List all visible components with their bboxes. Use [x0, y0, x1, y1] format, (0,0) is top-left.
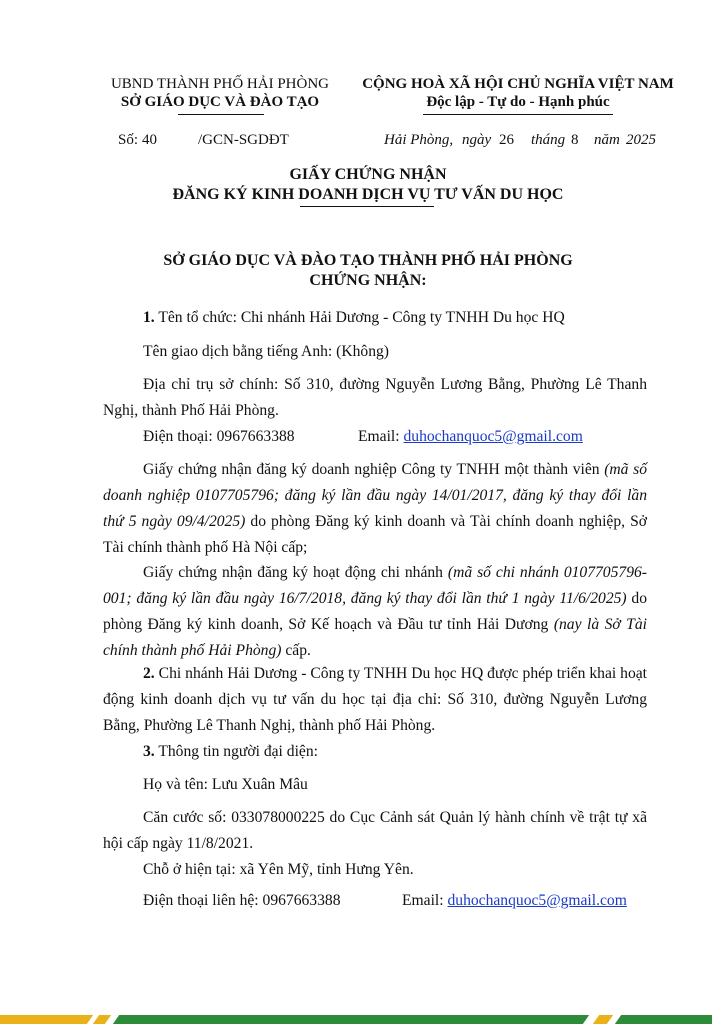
- cert1-text-a: Giấy chứng nhận đăng ký doanh nghiệp Công ty TNHH một thành viên: [143, 461, 600, 478]
- s3-number: 3.: [143, 743, 155, 760]
- cert2-text-a: Giấy chứng nhận đăng ký hoạt động chi nhánh: [143, 564, 443, 581]
- s1-org: Tên tổ chức: Chi nhánh Hải Dương - Công ty TNHH Du học HQ: [158, 309, 565, 326]
- cert2-paragraph: [103, 560, 647, 664]
- ref-nam-label: năm: [594, 132, 620, 148]
- s2-number: 2.: [143, 665, 155, 682]
- cert1-text-b: do phòng Đăng ký kinh doanh và Tài chính doanh nghiệp, Sở Tài chính thành phố Hà Nội cấp;: [103, 513, 648, 556]
- s1-phone: Điện thoại: 0967663388: [143, 428, 295, 445]
- header-right-line1: CỘNG HOÀ XÃ HỘI CHỦ NGHĨA VIỆT NAM: [362, 76, 674, 92]
- title-line1: GIẤY CHỨNG NHẬN: [289, 166, 447, 183]
- ref-place: Hải Phòng,: [384, 132, 454, 148]
- ref-so-label: Số:: [118, 132, 139, 148]
- ref-ngay-label: ngày: [462, 132, 492, 148]
- footer-stripe-green-2: [615, 1015, 712, 1024]
- s3-name: Họ và tên: Lưu Xuân Mâu: [143, 776, 308, 793]
- cert2-text-italic: (mã số chi nhánh 0107705796-001; đăng ký lần đầu ngày 16/7/2018, đăng ký thay đổi lần thứ 1 ngày 11/6/2025): [103, 564, 647, 607]
- cert2-text-italic2: (nay là Sở Tài chính thành phố Hải Phòng): [103, 616, 647, 659]
- footer-stripe-yellow-1: [0, 1015, 93, 1024]
- s3-residence: Chỗ ở hiện tại: xã Yên Mỹ, tỉnh Hưng Yên.: [143, 861, 414, 878]
- issuer-line2: CHỨNG NHẬN:: [309, 272, 427, 289]
- header-left-line2: SỞ GIÁO DỤC VÀ ĐÀO TẠO: [120, 94, 320, 110]
- title-rule: [300, 206, 434, 207]
- s1-email-row: [358, 428, 583, 446]
- header-right-rule: [423, 114, 613, 115]
- issuer-line1: SỞ GIÁO DỤC VÀ ĐÀO TẠO THÀNH PHỐ HẢI PHÒNG: [163, 252, 573, 269]
- s1-email-link[interactable]: duhochanquoc5@gmail.com: [403, 428, 583, 445]
- s3-title: Thông tin người đại diện:: [158, 743, 318, 760]
- s3-id: Căn cước số: 033078000225 do Cục Cảnh sát Quản lý hành chính về trật tự xã hội cấp ngày 11/8/2021.: [103, 809, 647, 852]
- title-line2: ĐĂNG KÝ KINH DOANH DỊCH VỤ TƯ VẤN DU HỌC: [172, 186, 564, 203]
- s1-number: 1.: [143, 309, 155, 326]
- s3-email-label: Email:: [402, 892, 444, 909]
- header-left-rule: [178, 114, 264, 115]
- ref-thang-label: tháng: [531, 132, 566, 148]
- ref-nam: 2025: [626, 132, 656, 148]
- ref-ngay: 26: [499, 132, 514, 148]
- s2-text: Chi nhánh Hải Dương - Công ty TNHH Du học HQ được phép triển khai hoạt động kinh doanh dịch vụ tư vấn du học tại địa chỉ: Số 310, đường Nguyễn Lương Bằng, Phường Lê Thanh Nghị, thành phố Hải Phòng.: [103, 665, 647, 734]
- s1-english-name: Tên giao dịch bằng tiếng Anh: (Không): [143, 343, 389, 360]
- ref-code: /GCN-SGDĐT: [198, 132, 289, 148]
- cert1-text-italic: (mã số doanh nghiệp 0107705796; đăng ký lần đầu ngày 14/01/2017, đăng ký thay đổi lần thứ 5 ngày 09/4/2025): [103, 461, 648, 530]
- s1-org-row: [143, 309, 565, 327]
- ref-so-value: 40: [142, 132, 157, 148]
- footer-stripe-green: [113, 1015, 589, 1024]
- s1-email-label: Email:: [358, 428, 400, 445]
- s2-paragraph: [103, 661, 647, 739]
- header-left-line1: UBND THÀNH PHỐ HẢI PHÒNG: [110, 76, 330, 92]
- header-right-line2: Độc lập - Tự do - Hạnh phúc: [426, 94, 610, 110]
- cert2-text-b: do phòng Đăng ký kinh doanh, Sở Kế hoạch và Đầu tư tỉnh Hải Dương: [103, 590, 647, 633]
- footer-stripes: [0, 1015, 712, 1024]
- ref-thang: 8: [571, 132, 579, 148]
- s1-address: Địa chỉ trụ sở chính: Số 310, đường Nguyễn Lương Bằng, Phường Lê Thanh Nghị, thành Phố Hải Phòng.: [103, 376, 647, 419]
- footer-stripe-yellow-3: [593, 1015, 613, 1024]
- s3-email-row: [402, 892, 627, 910]
- s3-title-row: [143, 743, 318, 761]
- s3-email-link[interactable]: duhochanquoc5@gmail.com: [447, 892, 627, 909]
- cert2-text-c: cấp.: [285, 642, 311, 659]
- footer-stripe-yellow-2: [93, 1015, 111, 1024]
- s3-phone: Điện thoại liên hệ: 0967663388: [143, 892, 341, 909]
- cert1-paragraph: [103, 457, 647, 561]
